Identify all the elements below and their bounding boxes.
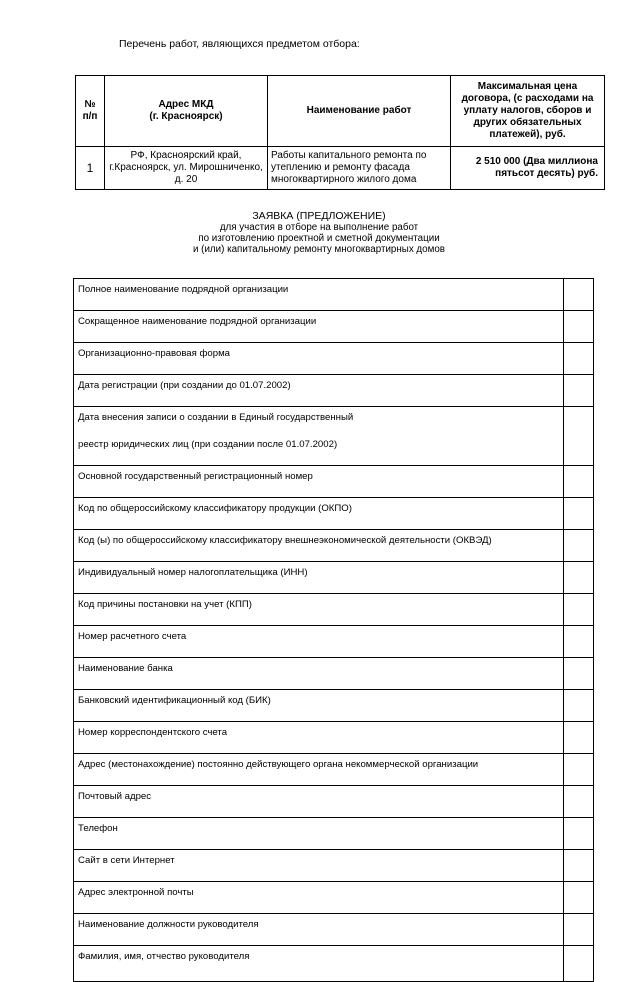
form-row [74,498,594,530]
form-value-cell[interactable] [564,658,594,690]
form-row [74,530,594,562]
form-row [74,279,594,311]
form-value-cell[interactable] [564,626,594,658]
form-label-line-1: Дата внесения записи о создании в Единый государственный [78,412,354,423]
form-value-cell[interactable] [564,498,594,530]
form-value-cell[interactable] [564,375,594,407]
form-label: Наименование должности руководителя [74,914,564,946]
form-row [74,882,594,914]
form-value-cell[interactable] [564,690,594,722]
form-label: Организационно-правовая форма [74,343,564,375]
application-subtitle-2: по изготовлению проектной и сметной документации [198,233,440,244]
row-price: 2 510 000 (Два миллиона пятьсот десять) руб. [451,147,605,190]
form-row [74,626,594,658]
form-label: Номер расчетного счета [74,626,564,658]
form-row [74,690,594,722]
form-row [74,914,594,946]
form-label: Сайт в сети Интернет [74,850,564,882]
form-row [74,407,594,466]
application-title: ЗАЯВКА (ПРЕДЛОЖЕНИЕ) [252,210,386,222]
form-label-line-2: реестр юридических лиц (при создании после 01.07.2002) [78,439,338,450]
form-label: Фамилия, имя, отчество руководителя [74,946,564,982]
form-label: Сокращенное наименование подрядной организации [74,311,564,343]
form-row [74,466,594,498]
works-table-row [76,147,605,190]
form-row [74,594,594,626]
row-works: Работы капитального ремонта по утеплению и ремонту фасада многоквартирного жилого дома [268,147,451,190]
form-row [74,343,594,375]
form-row [74,946,594,982]
row-address: РФ, Красноярский край, г.Красноярск, ул. Мирошниченко, д. 20 [105,147,268,190]
form-label: Дата регистрации (при создании до 01.07.2002) [74,375,564,407]
form-row [74,311,594,343]
form-value-cell[interactable] [564,850,594,882]
form-row [74,562,594,594]
form-row [74,850,594,882]
form-row [74,754,594,786]
works-table [75,75,605,190]
form-label: Номер корреспондентского счета [74,722,564,754]
header-num: № п/п [76,76,105,147]
form-value-cell[interactable] [564,530,594,562]
application-subtitle-3: и (или) капитальному ремонту многоквартирных домов [192,244,445,255]
form-label: Код причины постановки на учет (КПП) [74,594,564,626]
header-price: Максимальная цена договора, (с расходами на уплату налогов, сборов и других обязательных платежей), руб. [451,76,605,147]
form-label: Наименование банка [74,658,564,690]
form-label: Индивидуальный номер налогоплательщика (ИНН) [74,562,564,594]
form-label-two-line [74,407,564,466]
form-row [74,658,594,690]
form-value-cell[interactable] [564,343,594,375]
application-title-block [0,211,638,255]
form-label: Полное наименование подрядной организации [74,279,564,311]
form-value-cell[interactable] [564,279,594,311]
form-value-cell[interactable] [564,407,594,466]
form-row [74,722,594,754]
header-address: Адрес МКД (г. Красноярск) [105,76,268,147]
intro-text: Перечень работ, являющихся предметом отбора: [119,38,360,50]
form-label: Банковский идентификационный код (БИК) [74,690,564,722]
form-label: Код по общероссийскому классификатору продукции (ОКПО) [74,498,564,530]
form-value-cell[interactable] [564,466,594,498]
form-value-cell[interactable] [564,754,594,786]
form-label: Адрес электронной почты [74,882,564,914]
form-value-cell[interactable] [564,786,594,818]
form-value-cell[interactable] [564,818,594,850]
form-value-cell[interactable] [564,946,594,982]
form-row [74,818,594,850]
form-label: Телефон [74,818,564,850]
row-num: 1 [76,147,105,190]
form-value-cell[interactable] [564,594,594,626]
form-label: Код (ы) по общероссийскому классификатору внешнеэкономической деятельности (ОКВЭД) [74,530,564,562]
form-value-cell[interactable] [564,722,594,754]
form-value-cell[interactable] [564,914,594,946]
form-row [74,786,594,818]
form-label: Основной государственный регистрационный номер [74,466,564,498]
application-form [73,278,594,982]
header-works: Наименование работ [268,76,451,147]
form-value-cell[interactable] [564,562,594,594]
form-label: Адрес (местонахождение) постоянно действующего органа некоммерческой организации [74,754,564,786]
form-value-cell[interactable] [564,882,594,914]
form-row [74,375,594,407]
form-label: Почтовый адрес [74,786,564,818]
works-table-header [76,76,605,147]
form-value-cell[interactable] [564,311,594,343]
application-subtitle-1: для участия в отборе на выполнение работ [219,222,419,233]
